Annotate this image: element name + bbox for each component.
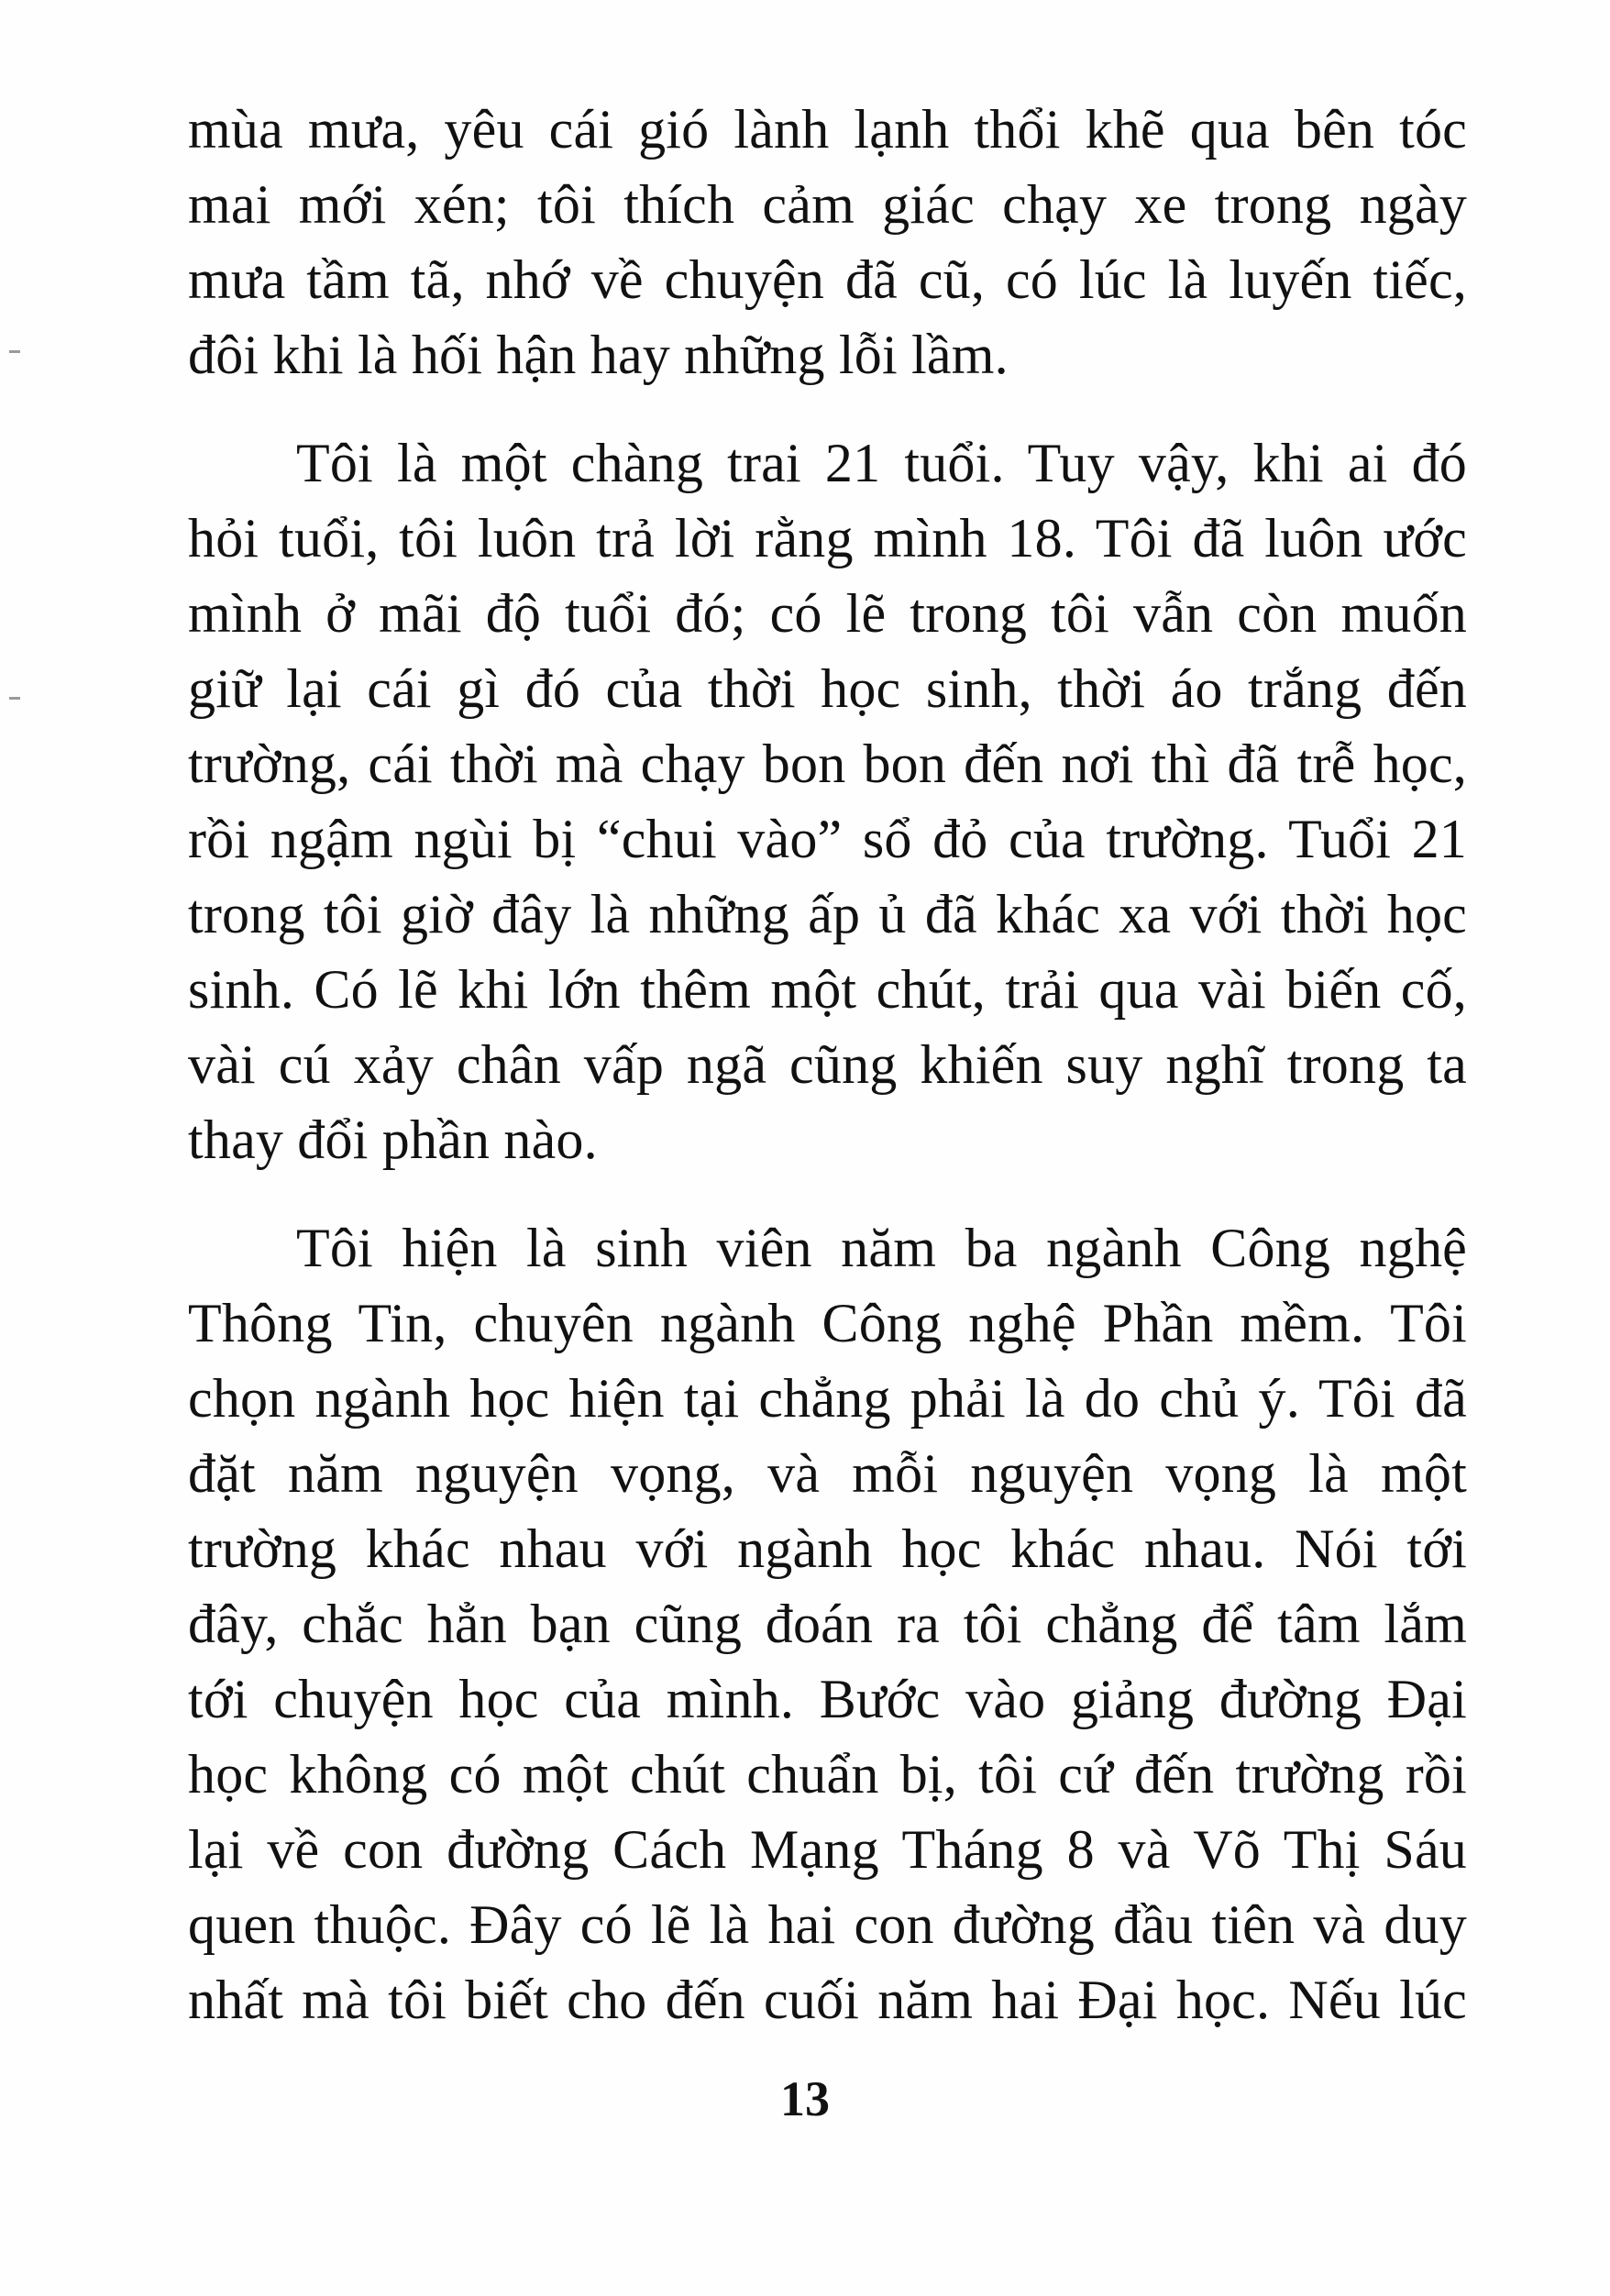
text-line: trong tôi giờ đây là những ấp ủ đã khác xa với thời học: [188, 884, 1467, 944]
paragraph-2: [188, 425, 1467, 1177]
paragraph-1: [188, 92, 1467, 392]
page-number: 13: [780, 2071, 830, 2126]
text-line: học không có một chút chuẩn bị, tôi cứ đến trường rồi: [188, 1744, 1467, 1805]
paragraph-gap: [188, 392, 1467, 425]
text-line: Tôi hiện là sinh viên năm ba ngành Công nghệ: [296, 1218, 1467, 1278]
text-line: chọn ngành học hiện tại chẳng phải là do chủ ý. Tôi đã: [188, 1368, 1467, 1429]
text-line: đây, chắc hẳn bạn cũng đoán ra tôi chẳng để tâm lắm: [188, 1594, 1467, 1654]
text-line: đặt năm nguyện vọng, và mỗi nguyện vọng là một: [188, 1443, 1467, 1504]
text-line: thay đổi phần nào.: [188, 1109, 598, 1170]
text-line: rồi ngậm ngùi bị “chui vào” sổ đỏ của trường. Tuổi 21: [188, 809, 1467, 869]
text-line: mình ở mãi độ tuổi đó; có lẽ trong tôi vẫn còn muốn: [188, 583, 1467, 644]
text-line: sinh. Có lẽ khi lớn thêm một chút, trải qua vài biến cố,: [188, 959, 1467, 1020]
text-line: vài cú xảy chân vấp ngã cũng khiến suy nghĩ trong ta: [188, 1034, 1467, 1095]
text-line: trường khác nhau với ngành học khác nhau. Nói tới: [188, 1518, 1467, 1579]
text-line: hỏi tuổi, tôi luôn trả lời rằng mình 18. Tôi đã luôn ước: [188, 508, 1467, 568]
text-line: Thông Tin, chuyên ngành Công nghệ Phần mềm. Tôi: [188, 1293, 1467, 1353]
text-line: trường, cái thời mà chạy bon bon đến nơi thì đã trễ học,: [188, 734, 1467, 794]
text-line: mùa mưa, yêu cái gió lành lạnh thổi khẽ qua bên tóc: [188, 99, 1467, 160]
paragraph-gap: [188, 1177, 1467, 1210]
text-line: mưa tầm tã, nhớ về chuyện đã cũ, có lúc là luyến tiếc,: [188, 249, 1467, 310]
edge-mark: [9, 697, 20, 700]
edge-mark: [9, 350, 20, 353]
text-line: đôi khi là hối hận hay những lỗi lầm.: [188, 325, 1009, 385]
text-line: nhất mà tôi biết cho đến cuối năm hai Đại học. Nếu lúc: [188, 1970, 1467, 2030]
text-line: tới chuyện học của mình. Bước vào giảng đường Đại: [188, 1669, 1467, 1729]
text-line: lại về con đường Cách Mạng Tháng 8 và Võ Thị Sáu: [188, 1819, 1467, 1880]
text-line: quen thuộc. Đây có lẽ là hai con đường đầu tiên và duy: [188, 1894, 1467, 1955]
text-line: Tôi là một chàng trai 21 tuổi. Tuy vậy, khi ai đó: [296, 433, 1467, 493]
body-text: [188, 92, 1467, 2037]
paragraph-3: [188, 1210, 1467, 2037]
text-line: giữ lại cái gì đó của thời học sinh, thời áo trắng đến: [188, 658, 1467, 719]
text-line: mai mới xén; tôi thích cảm giác chạy xe trong ngày: [188, 174, 1467, 235]
